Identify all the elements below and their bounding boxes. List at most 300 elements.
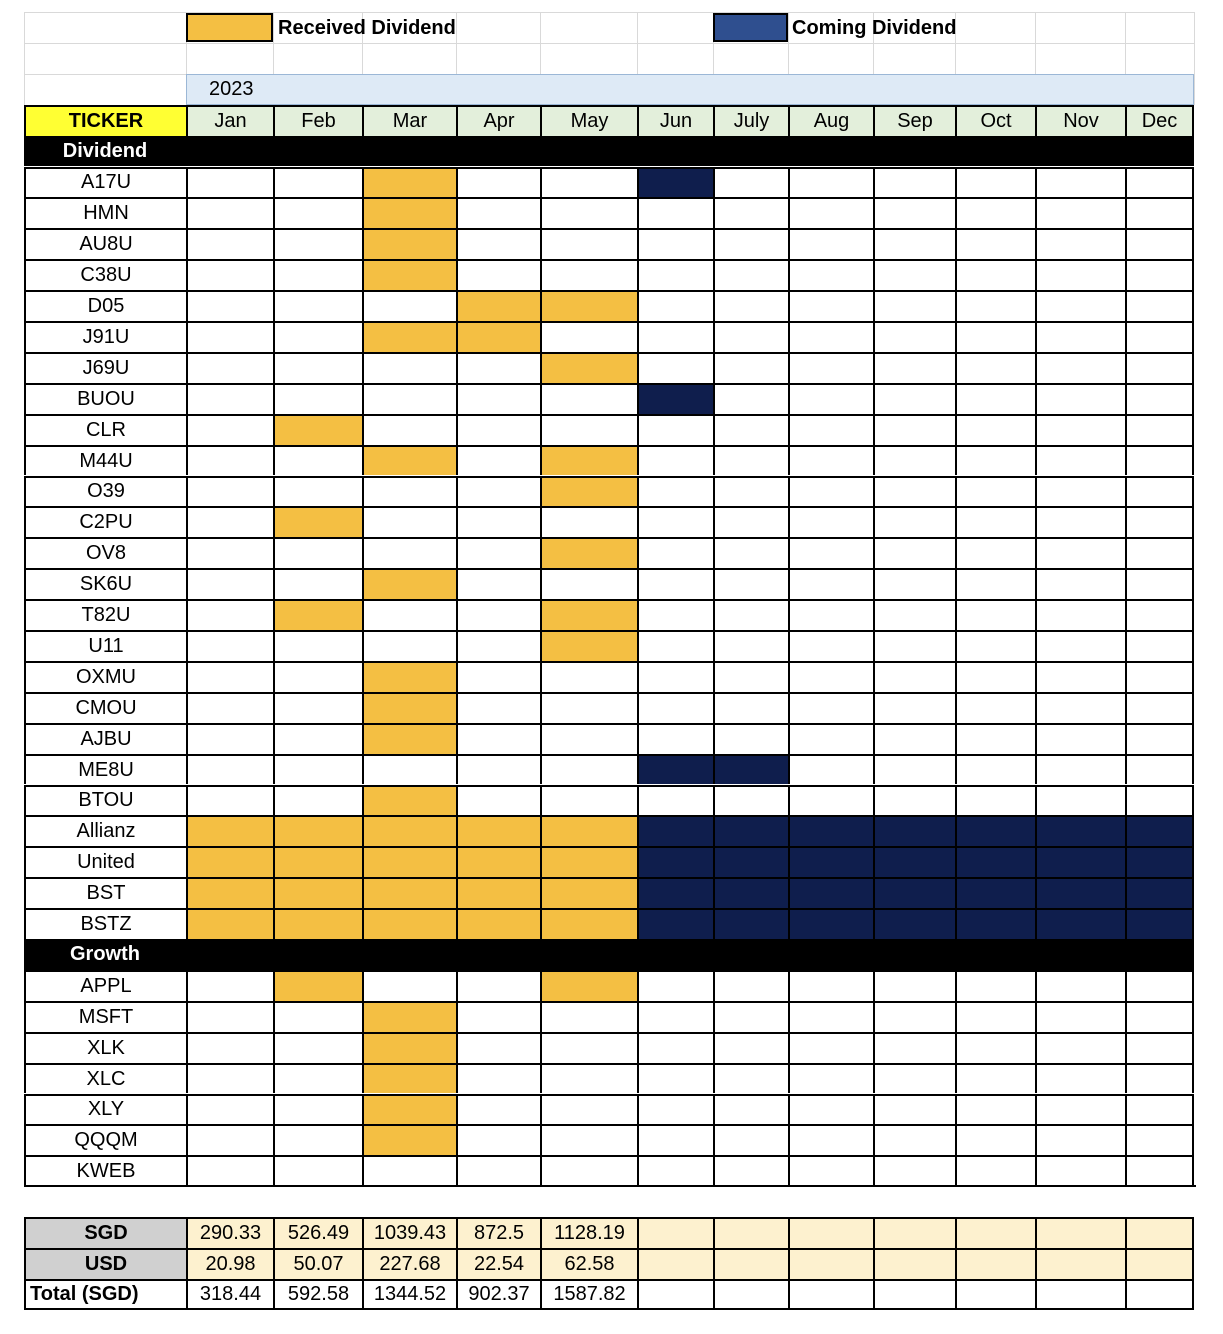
month-cell[interactable] <box>273 290 362 321</box>
month-cell[interactable] <box>540 228 637 259</box>
received-dividend-cell[interactable] <box>273 908 362 939</box>
month-cell[interactable] <box>637 290 713 321</box>
month-cell[interactable] <box>955 352 1035 383</box>
month-cell[interactable] <box>1035 352 1125 383</box>
month-cell[interactable] <box>637 537 713 568</box>
month-cell[interactable] <box>1125 785 1194 816</box>
month-cell[interactable] <box>456 723 540 754</box>
ticker-cell[interactable]: J91U <box>24 321 186 352</box>
month-cell[interactable] <box>1035 228 1125 259</box>
ticker-cell[interactable]: APPL <box>24 970 186 1001</box>
month-cell[interactable] <box>1035 599 1125 630</box>
month-cell[interactable] <box>955 228 1035 259</box>
month-cell[interactable] <box>186 383 273 414</box>
month-cell[interactable] <box>1035 1001 1125 1032</box>
coming-dividend-cell[interactable] <box>873 908 955 939</box>
month-cell[interactable] <box>788 506 873 537</box>
month-cell[interactable] <box>637 1094 713 1125</box>
month-cell[interactable] <box>713 537 788 568</box>
month-cell[interactable] <box>186 1094 273 1125</box>
month-cell[interactable] <box>788 197 873 228</box>
month-cell[interactable] <box>1035 197 1125 228</box>
month-cell[interactable] <box>1125 1094 1194 1125</box>
month-cell[interactable] <box>873 1094 955 1125</box>
summary-value[interactable]: 1128.19 <box>540 1217 637 1248</box>
received-dividend-cell[interactable] <box>362 785 456 816</box>
month-cell[interactable] <box>186 352 273 383</box>
month-cell[interactable] <box>788 383 873 414</box>
month-cell[interactable] <box>456 1001 540 1032</box>
month-cell[interactable] <box>186 321 273 352</box>
month-cell[interactable] <box>273 1063 362 1094</box>
month-cell[interactable] <box>788 321 873 352</box>
month-cell[interactable] <box>955 167 1035 198</box>
ticker-cell[interactable]: CMOU <box>24 692 186 723</box>
month-cell[interactable] <box>713 383 788 414</box>
month-cell[interactable] <box>955 599 1035 630</box>
month-cell[interactable] <box>273 723 362 754</box>
received-dividend-cell[interactable] <box>186 877 273 908</box>
month-cell[interactable] <box>788 661 873 692</box>
coming-dividend-cell[interactable] <box>788 846 873 877</box>
month-cell[interactable] <box>186 445 273 476</box>
received-dividend-cell[interactable] <box>273 815 362 846</box>
month-cell[interactable] <box>1035 259 1125 290</box>
coming-dividend-cell[interactable] <box>637 877 713 908</box>
month-cell[interactable] <box>955 197 1035 228</box>
ticker-cell[interactable]: BUOU <box>24 383 186 414</box>
month-cell[interactable] <box>955 1155 1035 1186</box>
month-cell[interactable] <box>955 476 1035 507</box>
coming-dividend-cell[interactable] <box>713 846 788 877</box>
month-cell[interactable] <box>873 445 955 476</box>
month-cell[interactable] <box>1035 568 1125 599</box>
month-cell[interactable] <box>788 476 873 507</box>
received-dividend-cell[interactable] <box>456 908 540 939</box>
received-dividend-cell[interactable] <box>273 506 362 537</box>
ticker-cell[interactable]: SK6U <box>24 568 186 599</box>
month-cell[interactable] <box>788 537 873 568</box>
month-cell[interactable] <box>273 754 362 785</box>
summary-value[interactable] <box>1035 1248 1125 1279</box>
month-cell[interactable] <box>1035 1094 1125 1125</box>
month-cell[interactable] <box>540 414 637 445</box>
coming-dividend-cell[interactable] <box>1125 908 1194 939</box>
month-cell[interactable] <box>637 568 713 599</box>
month-cell[interactable] <box>713 506 788 537</box>
month-cell[interactable] <box>186 197 273 228</box>
month-cell[interactable] <box>540 1124 637 1155</box>
ticker-cell[interactable]: T82U <box>24 599 186 630</box>
month-cell[interactable] <box>273 228 362 259</box>
month-cell[interactable] <box>362 290 456 321</box>
month-cell[interactable] <box>1125 661 1194 692</box>
received-dividend-cell[interactable] <box>540 599 637 630</box>
month-cell[interactable] <box>1035 754 1125 785</box>
month-cell[interactable] <box>456 476 540 507</box>
month-cell[interactable] <box>362 754 456 785</box>
month-cell[interactable] <box>1125 321 1194 352</box>
coming-dividend-cell[interactable] <box>873 815 955 846</box>
month-cell[interactable] <box>456 506 540 537</box>
month-cell[interactable] <box>186 1063 273 1094</box>
received-dividend-cell[interactable] <box>362 1063 456 1094</box>
month-cell[interactable] <box>637 1001 713 1032</box>
month-cell[interactable] <box>955 445 1035 476</box>
month-cell[interactable] <box>456 167 540 198</box>
month-cell[interactable] <box>186 785 273 816</box>
month-cell[interactable] <box>873 228 955 259</box>
month-cell[interactable] <box>186 970 273 1001</box>
month-cell[interactable] <box>186 692 273 723</box>
month-cell[interactable] <box>273 692 362 723</box>
received-dividend-cell[interactable] <box>273 414 362 445</box>
summary-value[interactable] <box>713 1217 788 1248</box>
month-cell[interactable] <box>1125 1124 1194 1155</box>
month-cell[interactable] <box>637 599 713 630</box>
month-cell[interactable] <box>955 568 1035 599</box>
month-cell[interactable] <box>456 970 540 1001</box>
month-cell[interactable] <box>1125 383 1194 414</box>
month-cell[interactable] <box>713 1001 788 1032</box>
summary-value[interactable]: 1039.43 <box>362 1217 456 1248</box>
month-cell[interactable] <box>713 259 788 290</box>
month-cell[interactable] <box>955 1032 1035 1063</box>
month-cell[interactable] <box>788 445 873 476</box>
coming-dividend-cell[interactable] <box>713 754 788 785</box>
month-cell[interactable] <box>186 599 273 630</box>
month-cell[interactable] <box>362 970 456 1001</box>
month-cell[interactable] <box>362 414 456 445</box>
received-dividend-cell[interactable] <box>362 167 456 198</box>
ticker-cell[interactable]: KWEB <box>24 1155 186 1186</box>
month-cell[interactable] <box>273 785 362 816</box>
month-cell[interactable] <box>456 197 540 228</box>
month-cell[interactable] <box>788 568 873 599</box>
received-dividend-cell[interactable] <box>362 723 456 754</box>
month-cell[interactable] <box>637 723 713 754</box>
coming-dividend-cell[interactable] <box>788 908 873 939</box>
month-cell[interactable] <box>873 537 955 568</box>
month-cell[interactable] <box>788 1032 873 1063</box>
received-dividend-cell[interactable] <box>540 445 637 476</box>
month-cell[interactable] <box>456 1063 540 1094</box>
month-cell[interactable] <box>273 445 362 476</box>
coming-dividend-cell[interactable] <box>637 815 713 846</box>
month-cell[interactable] <box>1125 228 1194 259</box>
coming-dividend-cell[interactable] <box>1035 815 1125 846</box>
month-cell[interactable] <box>540 1001 637 1032</box>
summary-value[interactable] <box>873 1217 955 1248</box>
month-cell[interactable] <box>273 1124 362 1155</box>
coming-dividend-cell[interactable] <box>713 877 788 908</box>
month-cell[interactable] <box>1035 970 1125 1001</box>
coming-dividend-cell[interactable] <box>1035 846 1125 877</box>
month-cell[interactable] <box>186 1124 273 1155</box>
month-cell[interactable] <box>873 692 955 723</box>
month-cell[interactable] <box>1035 785 1125 816</box>
received-dividend-cell[interactable] <box>540 630 637 661</box>
summary-value[interactable]: 1587.82 <box>540 1279 637 1310</box>
month-cell[interactable] <box>788 414 873 445</box>
ticker-cell[interactable]: U11 <box>24 630 186 661</box>
month-cell[interactable] <box>456 259 540 290</box>
month-cell[interactable] <box>637 630 713 661</box>
month-cell[interactable] <box>1125 970 1194 1001</box>
summary-value[interactable] <box>1125 1248 1194 1279</box>
ticker-cell[interactable]: A17U <box>24 167 186 198</box>
ticker-cell[interactable]: HMN <box>24 197 186 228</box>
month-cell[interactable] <box>1035 661 1125 692</box>
ticker-cell[interactable]: XLK <box>24 1032 186 1063</box>
month-cell[interactable] <box>456 599 540 630</box>
month-cell[interactable] <box>788 1063 873 1094</box>
coming-dividend-cell[interactable] <box>637 846 713 877</box>
ticker-cell[interactable]: CLR <box>24 414 186 445</box>
month-cell[interactable] <box>873 1032 955 1063</box>
month-cell[interactable] <box>955 1124 1035 1155</box>
month-cell[interactable] <box>955 785 1035 816</box>
month-cell[interactable] <box>788 1001 873 1032</box>
month-cell[interactable] <box>1125 692 1194 723</box>
month-cell[interactable] <box>637 1124 713 1155</box>
month-cell[interactable] <box>273 568 362 599</box>
received-dividend-cell[interactable] <box>540 970 637 1001</box>
month-cell[interactable] <box>186 1001 273 1032</box>
summary-value[interactable] <box>1125 1217 1194 1248</box>
month-cell[interactable] <box>637 352 713 383</box>
month-cell[interactable] <box>713 661 788 692</box>
month-cell[interactable] <box>955 290 1035 321</box>
month-cell[interactable] <box>1125 1032 1194 1063</box>
month-cell[interactable] <box>873 785 955 816</box>
month-cell[interactable] <box>186 1032 273 1063</box>
month-cell[interactable] <box>637 1032 713 1063</box>
coming-dividend-cell[interactable] <box>1125 877 1194 908</box>
coming-dividend-cell[interactable] <box>788 815 873 846</box>
month-cell[interactable] <box>637 228 713 259</box>
month-cell[interactable] <box>1125 414 1194 445</box>
month-cell[interactable] <box>456 1124 540 1155</box>
received-dividend-cell[interactable] <box>362 1032 456 1063</box>
month-cell[interactable] <box>955 692 1035 723</box>
month-cell[interactable] <box>1125 1155 1194 1186</box>
month-cell[interactable] <box>1035 1124 1125 1155</box>
month-cell[interactable] <box>186 506 273 537</box>
month-cell[interactable] <box>873 754 955 785</box>
received-dividend-cell[interactable] <box>273 970 362 1001</box>
ticker-cell[interactable]: XLC <box>24 1063 186 1094</box>
month-cell[interactable] <box>273 352 362 383</box>
summary-value[interactable] <box>713 1279 788 1310</box>
month-cell[interactable] <box>955 383 1035 414</box>
ticker-cell[interactable]: O39 <box>24 476 186 507</box>
month-cell[interactable] <box>637 970 713 1001</box>
month-cell[interactable] <box>637 661 713 692</box>
ticker-cell[interactable]: C38U <box>24 259 186 290</box>
month-cell[interactable] <box>456 414 540 445</box>
ticker-cell[interactable]: M44U <box>24 445 186 476</box>
month-cell[interactable] <box>713 476 788 507</box>
received-dividend-cell[interactable] <box>273 877 362 908</box>
month-cell[interactable] <box>273 1094 362 1125</box>
month-cell[interactable] <box>1125 1063 1194 1094</box>
month-cell[interactable] <box>1035 290 1125 321</box>
month-cell[interactable] <box>1125 445 1194 476</box>
month-cell[interactable] <box>637 1063 713 1094</box>
month-cell[interactable] <box>955 259 1035 290</box>
month-cell[interactable] <box>955 321 1035 352</box>
month-cell[interactable] <box>788 352 873 383</box>
received-dividend-cell[interactable] <box>456 815 540 846</box>
month-cell[interactable] <box>788 723 873 754</box>
month-cell[interactable] <box>456 1094 540 1125</box>
month-cell[interactable] <box>456 1155 540 1186</box>
month-cell[interactable] <box>1035 537 1125 568</box>
month-cell[interactable] <box>1125 259 1194 290</box>
ticker-cell[interactable]: XLY <box>24 1094 186 1125</box>
month-cell[interactable] <box>637 1155 713 1186</box>
coming-dividend-cell[interactable] <box>955 815 1035 846</box>
month-cell[interactable] <box>186 476 273 507</box>
coming-dividend-cell[interactable] <box>713 908 788 939</box>
month-cell[interactable] <box>1125 476 1194 507</box>
ticker-cell[interactable]: D05 <box>24 290 186 321</box>
received-dividend-cell[interactable] <box>362 877 456 908</box>
month-cell[interactable] <box>540 692 637 723</box>
coming-dividend-cell[interactable] <box>955 846 1035 877</box>
month-cell[interactable] <box>186 568 273 599</box>
ticker-cell[interactable]: C2PU <box>24 506 186 537</box>
month-cell[interactable] <box>873 1001 955 1032</box>
month-cell[interactable] <box>1125 537 1194 568</box>
month-cell[interactable] <box>873 321 955 352</box>
month-cell[interactable] <box>362 537 456 568</box>
month-cell[interactable] <box>540 1155 637 1186</box>
month-cell[interactable] <box>713 167 788 198</box>
month-cell[interactable] <box>873 383 955 414</box>
month-cell[interactable] <box>873 352 955 383</box>
month-cell[interactable] <box>713 785 788 816</box>
month-cell[interactable] <box>273 167 362 198</box>
coming-dividend-cell[interactable] <box>955 877 1035 908</box>
month-cell[interactable] <box>540 383 637 414</box>
month-cell[interactable] <box>362 630 456 661</box>
month-cell[interactable] <box>955 723 1035 754</box>
received-dividend-cell[interactable] <box>362 1094 456 1125</box>
summary-value[interactable] <box>788 1217 873 1248</box>
month-cell[interactable] <box>186 167 273 198</box>
month-cell[interactable] <box>456 692 540 723</box>
month-cell[interactable] <box>1125 754 1194 785</box>
month-cell[interactable] <box>788 290 873 321</box>
month-cell[interactable] <box>456 754 540 785</box>
month-cell[interactable] <box>788 1124 873 1155</box>
month-cell[interactable] <box>1035 506 1125 537</box>
month-cell[interactable] <box>873 661 955 692</box>
month-cell[interactable] <box>273 259 362 290</box>
month-cell[interactable] <box>873 167 955 198</box>
month-cell[interactable] <box>456 228 540 259</box>
received-dividend-cell[interactable] <box>362 815 456 846</box>
month-cell[interactable] <box>713 414 788 445</box>
received-dividend-cell[interactable] <box>362 259 456 290</box>
coming-dividend-cell[interactable] <box>637 908 713 939</box>
month-cell[interactable] <box>362 1155 456 1186</box>
received-dividend-cell[interactable] <box>362 1001 456 1032</box>
month-cell[interactable] <box>1035 321 1125 352</box>
month-cell[interactable] <box>362 352 456 383</box>
month-cell[interactable] <box>456 383 540 414</box>
received-dividend-cell[interactable] <box>540 476 637 507</box>
month-cell[interactable] <box>186 290 273 321</box>
received-dividend-cell[interactable] <box>273 599 362 630</box>
month-cell[interactable] <box>456 661 540 692</box>
month-cell[interactable] <box>955 414 1035 445</box>
month-cell[interactable] <box>713 1032 788 1063</box>
ticker-cell[interactable]: J69U <box>24 352 186 383</box>
coming-dividend-cell[interactable] <box>873 877 955 908</box>
month-cell[interactable] <box>637 785 713 816</box>
summary-value[interactable]: 902.37 <box>456 1279 540 1310</box>
month-cell[interactable] <box>713 723 788 754</box>
coming-dividend-cell[interactable] <box>873 846 955 877</box>
month-cell[interactable] <box>955 661 1035 692</box>
month-cell[interactable] <box>1125 599 1194 630</box>
month-cell[interactable] <box>1035 630 1125 661</box>
month-cell[interactable] <box>637 445 713 476</box>
month-cell[interactable] <box>873 290 955 321</box>
ticker-cell[interactable]: MSFT <box>24 1001 186 1032</box>
ticker-cell[interactable]: ME8U <box>24 754 186 785</box>
month-cell[interactable] <box>873 259 955 290</box>
month-cell[interactable] <box>273 1155 362 1186</box>
month-cell[interactable] <box>456 537 540 568</box>
summary-value[interactable]: 1344.52 <box>362 1279 456 1310</box>
month-cell[interactable] <box>955 506 1035 537</box>
month-cell[interactable] <box>273 1032 362 1063</box>
month-cell[interactable] <box>788 692 873 723</box>
month-cell[interactable] <box>873 1124 955 1155</box>
month-cell[interactable] <box>362 599 456 630</box>
month-cell[interactable] <box>713 290 788 321</box>
summary-value[interactable] <box>637 1279 713 1310</box>
month-cell[interactable] <box>955 1001 1035 1032</box>
summary-value[interactable] <box>637 1248 713 1279</box>
received-dividend-cell[interactable] <box>540 846 637 877</box>
month-cell[interactable] <box>788 970 873 1001</box>
received-dividend-cell[interactable] <box>540 908 637 939</box>
received-dividend-cell[interactable] <box>540 815 637 846</box>
received-dividend-cell[interactable] <box>362 568 456 599</box>
received-dividend-cell[interactable] <box>362 908 456 939</box>
month-cell[interactable] <box>456 630 540 661</box>
month-cell[interactable] <box>713 321 788 352</box>
month-cell[interactable] <box>1125 506 1194 537</box>
summary-value[interactable] <box>873 1248 955 1279</box>
coming-dividend-cell[interactable] <box>1035 908 1125 939</box>
received-dividend-cell[interactable] <box>540 352 637 383</box>
month-cell[interactable] <box>456 352 540 383</box>
received-dividend-cell[interactable] <box>540 290 637 321</box>
month-cell[interactable] <box>1125 630 1194 661</box>
month-cell[interactable] <box>1125 568 1194 599</box>
month-cell[interactable] <box>1035 383 1125 414</box>
month-cell[interactable] <box>788 259 873 290</box>
month-cell[interactable] <box>637 321 713 352</box>
month-cell[interactable] <box>1035 414 1125 445</box>
ticker-cell[interactable]: OV8 <box>24 537 186 568</box>
